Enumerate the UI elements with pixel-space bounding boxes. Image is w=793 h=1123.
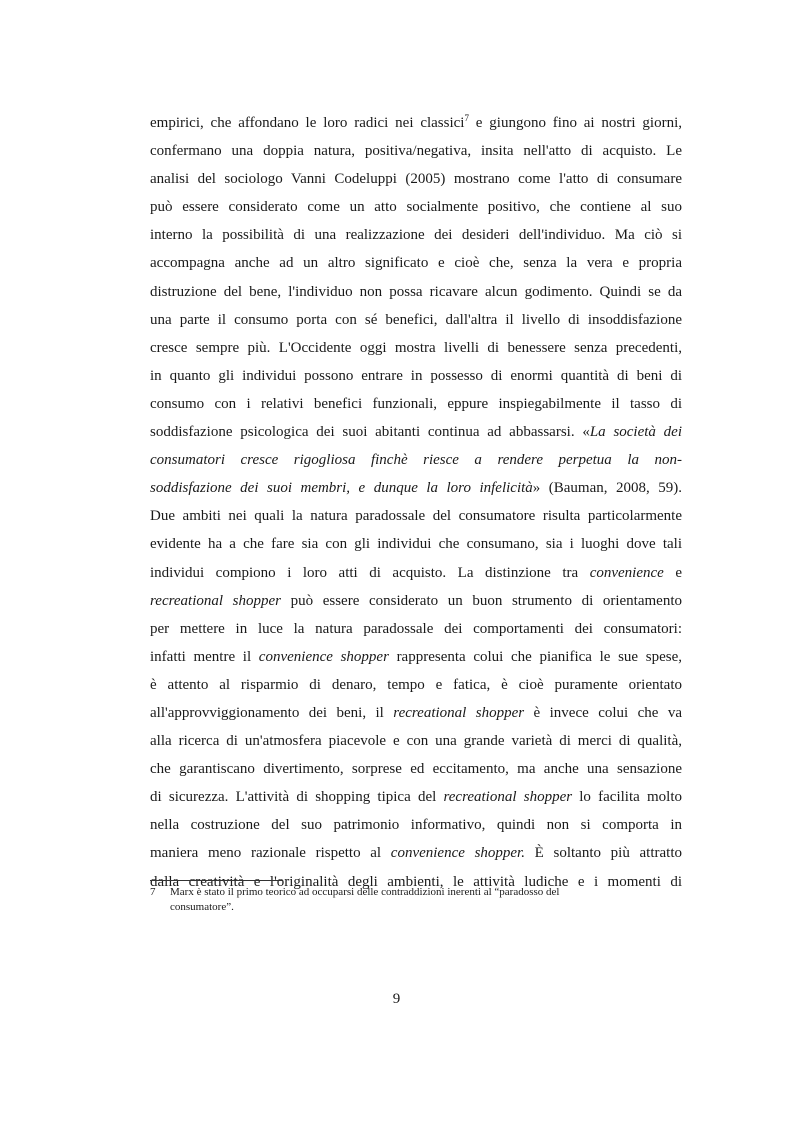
text-line [150,474,682,502]
text-segment: » (Bauman, 2008, 59). [532,480,682,497]
italic-text: consumatori cresce rigogliosa finchè riesce a rendere perpetua la non- [150,452,682,469]
text-segment: in quanto gli individui possono entrare in possesso di enormi quantità di beni di [150,367,682,384]
text-segment: distruzione del bene, l'individuo non possa ricavare alcun godimento. Quindi se da [150,283,682,300]
italic-text: convenience [589,564,664,581]
text-segment: interno la possibilità di una realizzazione dei desideri dell'individuo. Ma ciò si [150,227,682,244]
text-segment: che garantiscano divertimento, sorprese ed eccitamento, ma anche una sensazione [150,761,682,778]
text-line [150,783,682,811]
text-segment: e giungono fino ai nostri giorni, [468,115,682,131]
text-line [150,221,682,249]
text-segment: cresce sempre più. L'Occidente oggi mostra livelli di benessere senza precedenti, [150,339,682,356]
text-line [150,165,682,193]
text-segment: può essere considerato un buon strumento di orientamento [280,592,682,609]
text-line [150,362,682,390]
text-line [150,502,682,530]
text-segment: una parte il consumo porta con sé benefici, dall'altra il livello di insoddisfazione [150,311,682,328]
footnote [150,885,682,915]
body-text [150,109,682,896]
text-line [150,811,682,839]
text-segment: analisi del sociologo Vanni Codeluppi (2005) mostrano come l'atto di consumare [150,171,682,188]
text-segment: nella costruzione del suo patrimonio informativo, quindi non si comporta in [150,817,682,834]
text-segment: può essere considerato come un atto socialmente positivo, che contiene al suo [150,199,682,216]
text-line [150,306,682,334]
text-segment: accompagna anche ad un altro significato e cioè che, senza la vera e propria [150,255,682,272]
text-segment: maniera meno razionale rispetto al [150,845,391,862]
footnote-separator [150,880,283,881]
page-number: 9 [392,991,401,1007]
text-line [150,559,682,587]
text-line [150,390,682,418]
text-line [150,699,682,727]
text-segment: soddisfazione psicologica dei suoi abitanti continua ad abbassarsi. « [150,424,590,441]
text-line [150,446,682,474]
italic-text: recreational shopper [393,704,525,721]
text-segment: e [663,564,682,581]
text-segment: infatti mentre il [150,648,259,665]
text-line [150,334,682,362]
text-line [150,587,682,615]
italic-text: convenience shopper [258,648,389,665]
footnote-text [170,885,682,915]
footnote-reference: 7 [464,113,469,123]
text-line [150,643,682,671]
italic-text: recreational shopper [150,592,281,609]
text-line [150,278,682,306]
footnote-line: consumatore”. [170,901,234,913]
text-segment: all'approvviggionamento dei beni, il [150,704,394,721]
footnote-entry [150,885,682,915]
footnote-line: Marx è stato il primo teorico ad occuparsi delle contraddizioni inerenti al “paradosso del [170,886,560,898]
italic-text: recreational shopper [443,789,573,806]
text-line [150,755,682,783]
text-segment: alla ricerca di un'atmosfera piacevole e con una grande varietà di merci di qualità, [150,733,682,750]
italic-text: convenience shopper. [390,845,525,862]
footnote-number: 7 [150,886,156,898]
text-line [150,615,682,643]
text-line [150,727,682,755]
text-line [150,530,682,558]
text-segment: Due ambiti nei quali la natura paradossale del consumatore risulta particolarmente [150,508,682,525]
text-segment: dalla creatività e l'originalità degli ambienti, le attività ludiche e i momenti di [150,873,682,890]
text-segment: è attento al risparmio di denaro, tempo e fatica, è cioè puramente orientato [150,676,682,693]
text-line [150,137,682,165]
text-segment: è invece colui che va [524,704,682,721]
text-segment: È soltanto più attratto [525,845,682,862]
text-segment: individui compiono i loro atti di acquisto. La distinzione tra [150,564,590,581]
text-line [150,671,682,699]
text-segment: confermano una doppia natura, positiva/negativa, insita nell'atto di acquisto. Le [150,143,682,160]
text-segment: empirici, che affondano le loro radici nei classici [150,115,465,131]
text-line [150,109,682,137]
text-line [150,193,682,221]
italic-text: La società dei [589,424,682,441]
text-segment: per mettere in luce la natura paradossale dei comportamenti dei consumatori: [150,620,682,637]
text-segment: evidente ha a che fare sia con gli individui che consumano, sia i luoghi dove tali [150,536,682,553]
text-segment: di sicurezza. L'attività di shopping tipica del [150,789,444,806]
text-line [150,418,682,446]
text-segment: consumo con i relativi benefici funzionali, eppure inspiegabilmente il tasso di [150,395,682,412]
text-segment: rappresenta colui che pianifica le sue spese, [388,648,682,665]
italic-text: soddisfazione dei suoi membri, e dunque la loro infelicità [150,480,533,497]
text-line [150,249,682,277]
text-segment: lo facilita molto [572,789,682,806]
text-line [150,839,682,867]
